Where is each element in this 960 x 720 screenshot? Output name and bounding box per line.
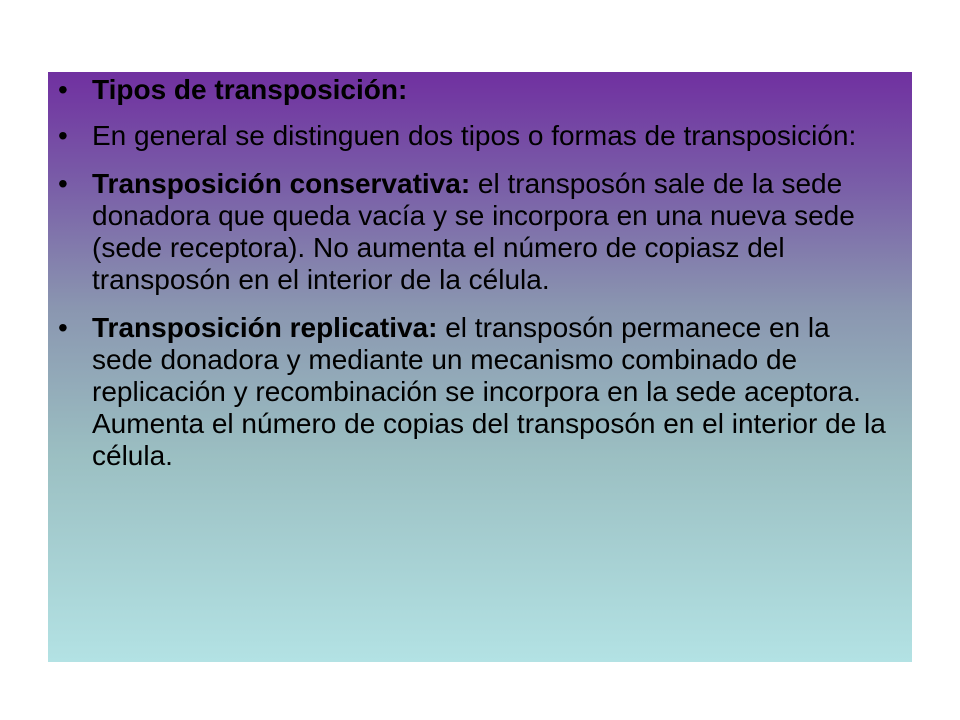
bullet-list — [48, 74, 912, 488]
bullet-item-intro — [48, 120, 912, 152]
bullet-bold-text: Transposición conservativa: — [92, 168, 471, 199]
bullet-bold-text: Tipos de transposición: — [92, 74, 408, 105]
bullet-icon: • — [58, 74, 68, 105]
bullet-icon: • — [58, 120, 68, 151]
bullet-icon: • — [58, 168, 68, 199]
bullet-bold-text: Transposición replicativa: — [92, 312, 438, 343]
bullet-item-conservative — [48, 168, 912, 296]
bullet-icon: • — [58, 312, 68, 343]
bullet-text: En general se distinguen dos tipos o formas de transposición: — [92, 120, 857, 151]
bullet-text: el transposón permanece en la sede donadora y mediante un mecanismo combinado de replicación y recombinación se incorpora en la sede aceptora. Aumenta el número de copias del transposón en el interior de la célula. — [92, 312, 886, 471]
bullet-item-title — [48, 74, 912, 106]
bullet-item-replicative — [48, 312, 912, 472]
bullet-text: el transposón sale de la sede donadora que queda vacía y se incorpora en una nueva sede (sede receptora). No aumenta el número de copiasz del transposón en el interior de la célula. — [92, 168, 855, 295]
